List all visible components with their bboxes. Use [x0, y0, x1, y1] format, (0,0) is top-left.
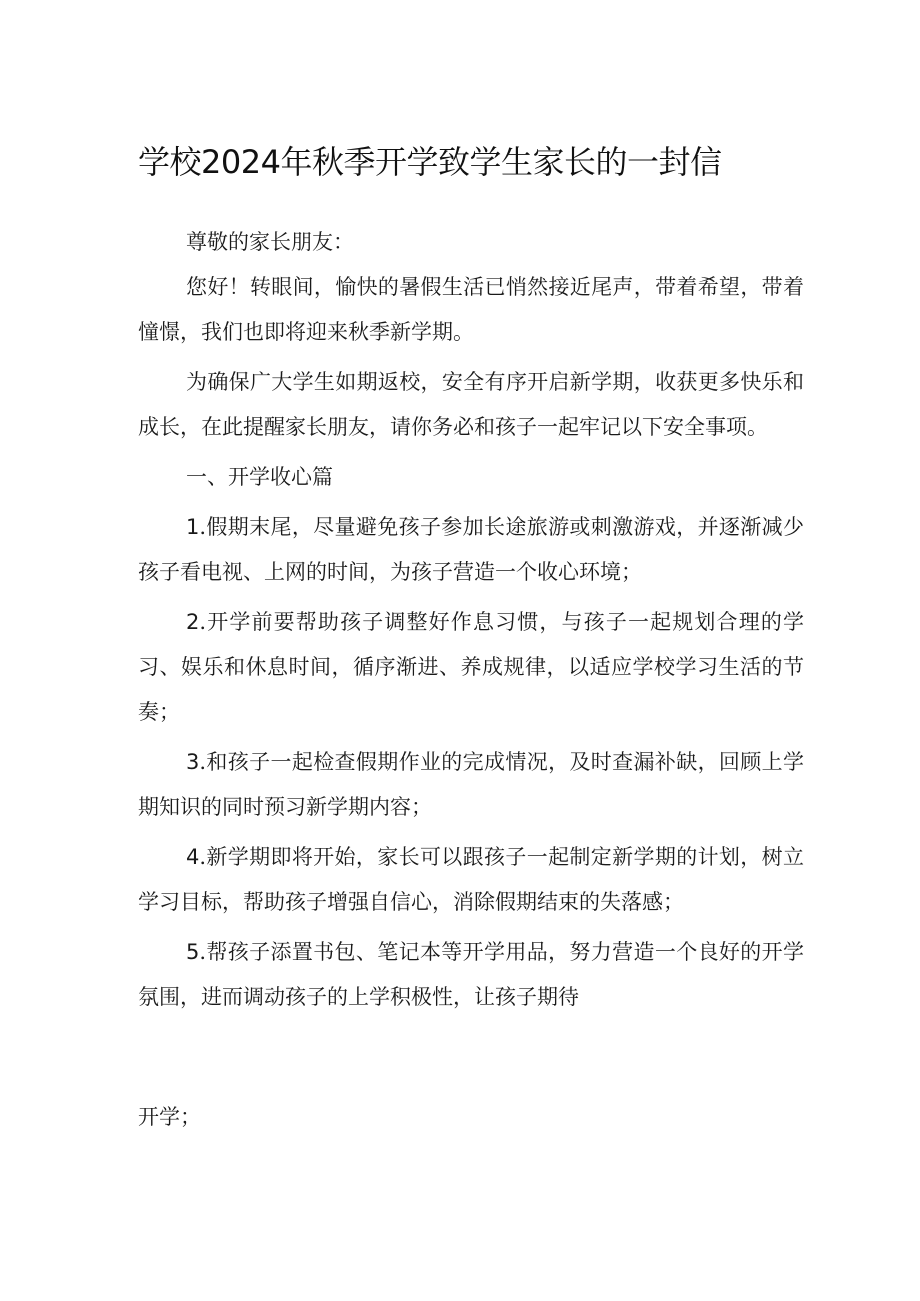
item-text: .新学期即将开始，家长可以跟孩子一起制定新学期的计划，树立学习目标，帮助孩子增强自信心，消除假期结束的失落感；: [138, 845, 804, 914]
list-item: [138, 505, 804, 595]
list-item: [138, 835, 804, 925]
item-number: 4: [186, 845, 200, 869]
item-text: .假期末尾，尽量避免孩子参加长途旅游或刺激游戏，并逐渐减少孩子看电视、上网的时间，为孩子营造一个收心环境；: [138, 515, 804, 584]
item-number: 2: [186, 610, 200, 634]
paragraph: 您好！转眼间，愉快的暑假生活已悄然接近尾声，带着希望，带着憧憬，我们也即将迎来秋季新学期。: [138, 275, 804, 344]
item-text: .和孩子一起检查假期作业的完成情况，及时查漏补缺，回顾上学期知识的同时预习新学期内容；: [138, 750, 804, 819]
item-text: .开学前要帮助孩子调整好作息习惯，与孩子一起规划合理的学习、娱乐和休息时间，循序渐进、养成规律，以适应学校学习生活的节奏；: [138, 610, 804, 724]
greeting: 尊敬的家长朋友：: [186, 230, 354, 254]
list-item: [138, 600, 804, 735]
list-item: [138, 740, 804, 830]
letter-body: [138, 220, 804, 1025]
list-item: [138, 930, 804, 1020]
item-number: 5: [186, 940, 200, 964]
document-title: 学校2024年秋季开学致学生家长的一封信: [138, 143, 722, 181]
section-heading: 一、开学收心篇: [186, 465, 333, 489]
item-number: 1: [186, 515, 200, 539]
paragraph: 为确保广大学生如期返校，安全有序开启新学期，收获更多快乐和成长，在此提醒家长朋友，请你务必和孩子一起牢记以下安全事项。: [138, 370, 804, 439]
item-text: .帮孩子添置书包、笔记本等开学用品，努力营造一个良好的开学氛围，进而调动孩子的上学积极性，让孩子期待: [138, 940, 804, 1009]
item-number: 3: [186, 750, 200, 774]
trailing-line: 开学；: [138, 1105, 201, 1129]
